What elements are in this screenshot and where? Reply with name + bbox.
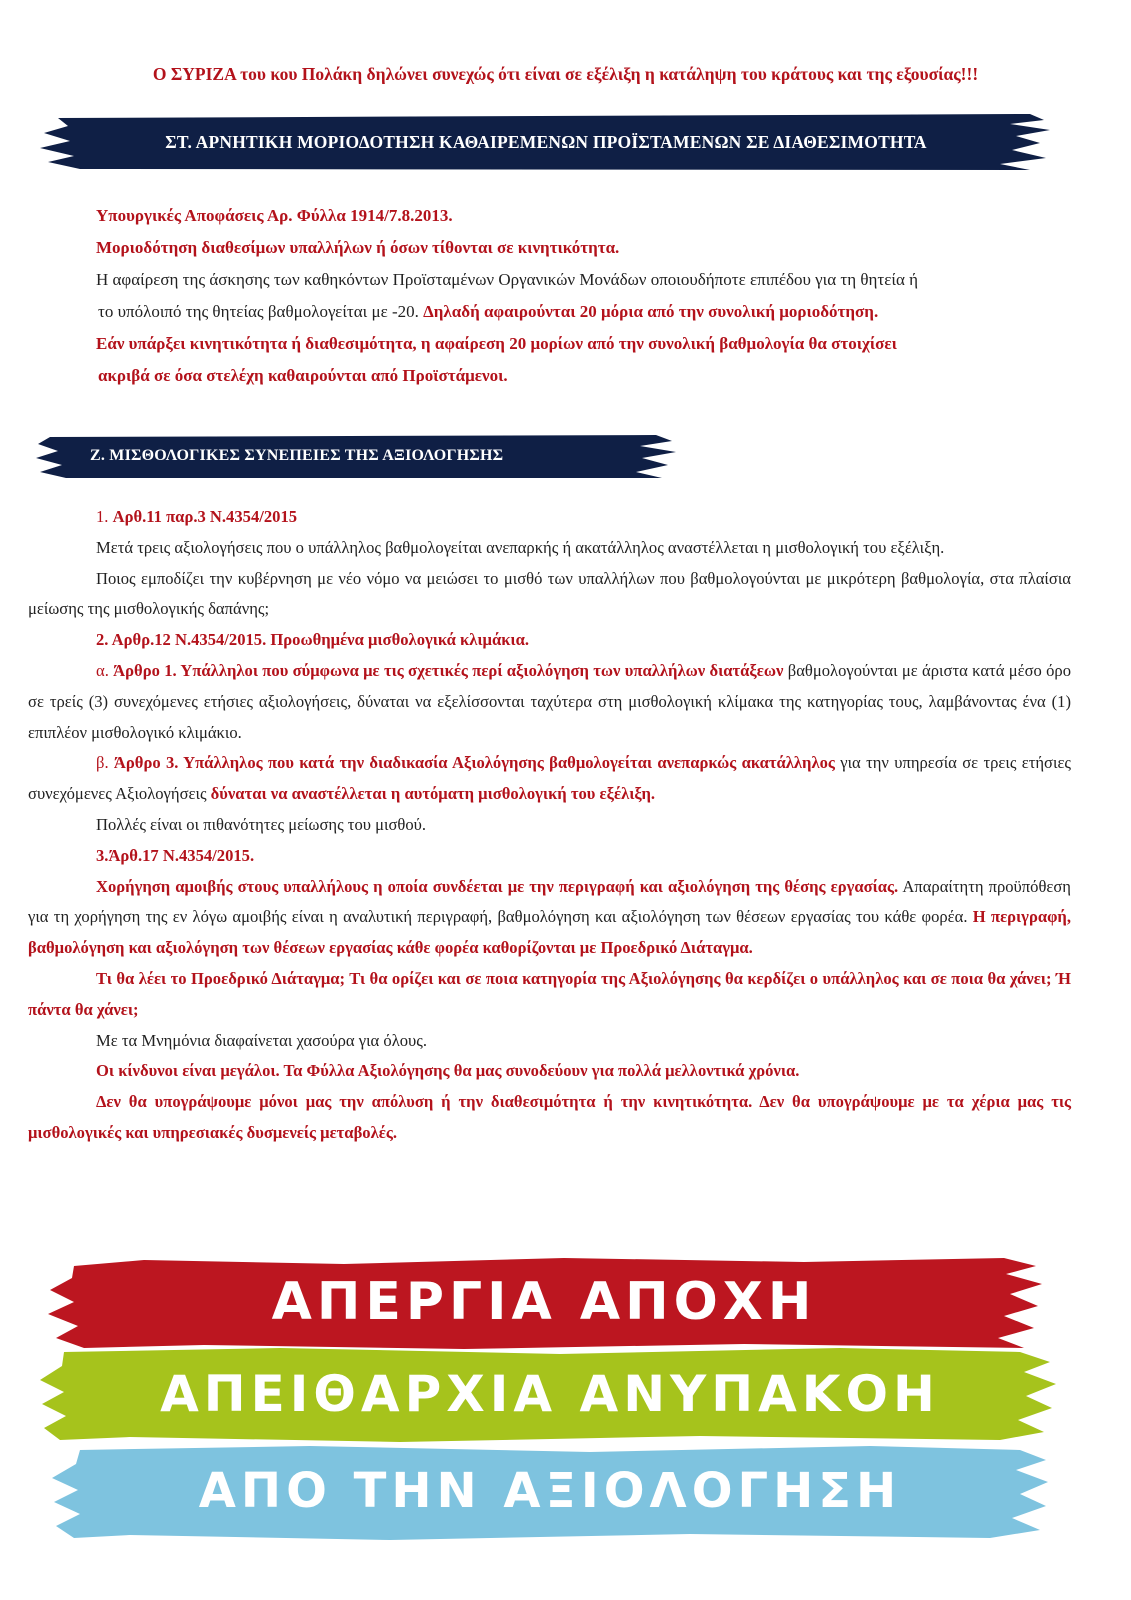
closing-line: Δεν θα υπογράψουμε μόνοι μας την απόλυση ή την διαθεσιμότητα ή την κινητικότητα. Δεν θα υπογράψουμε με τα χέρια μας τις μισθολογικές και υπηρεσιακές δυσμενείς μεταβολές. [28,1092,1071,1142]
mobility-warning: Εάν υπάρξει κινητικότητα ή διαθεσιμότητα, η αφαίρεση 20 μορίων από την συνολική βαθμολογία θα στοιχίσει [96,334,897,353]
item2b-red: Άρθρο 3. Υπάλληλος που κατά την διαδικασία Αξιολόγησης βαθμολογείται ανεπαρκώς ακατάλληλος [113,753,835,773]
section-z-body [28,502,1071,1149]
section-st-banner [40,112,1052,172]
item2b-number: β. [96,753,114,773]
item1-heading [28,502,1071,533]
section-st-heading: ΣΤ. ΑΡΝΗΤΙΚΗ ΜΟΡΙΟΔΟΤΗΣΗ ΚΑΘΑΙΡΕΜΕΝΩΝ ΠΡΟΪΣΤΑΜΕΝΩΝ ΣΕ ΔΙΑΘΕΣΙΜΟΤΗΤΑ [165,131,927,152]
penalty-line [96,296,1086,328]
item2a-plain: βαθμολογούνται με άριστα κατά μέσο όρο σε τρείς (3) συνεχόμενες ετήσιες αξιολογήσεις, δύναται να εξελίσσονται ταχύτερα στη μισθολογική κλίμακα της κατηγορίας τους, λαμβάνοντας ένα (1) επιπλέον μισθολογικό κλιμάκιο. [28,660,1072,742]
section-z-banner [36,432,676,480]
item3-plain: Απαραίτητη προϋπόθεση για τη χορήγηση της εν λόγω αμοιβής είναι η αναλυτική περιγραφή, βαθμολόγηση και αξιολόγηση των θέσεων εργασίας του κάθε φορέα. [28,876,1071,927]
slogan-line-3: ΑΠΟ ΤΗΝ ΑΞΙΟΛΟΓΗΣΗ [198,1463,902,1519]
penalty-plain: το υπόλοιπό της θητείας βαθμολογείται με -20. [98,302,424,321]
dangers-line: Οι κίνδυνοι είναι μεγάλοι. Τα Φύλλα Αξιολόγησης θα μας συνοδεύουν για πολλά μελλοντικά χρόνια. [96,1061,800,1081]
decree-question: Τι θα λέει το Προεδρικό Διάταγμα; Τι θα ορίζει και σε ποια κατηγορία της Αξιολόγησης θα κερδίζει ο υπάλληλος και σε ποια θα χάνει; Ή πάντα θα χάνει; [28,968,1071,1019]
slogan-banner-red [44,1252,1044,1352]
slogan-banner-green [40,1342,1060,1446]
item3-red: Χορήγηση αμοιβής στους υπαλλήλους η οποία συνδέεται με την περιγραφή και αξιολόγηση της θέσης εργασίας. [96,876,899,896]
item1-title: Αρθ.11 παρ.3 Ν.4354/2015 [112,507,298,526]
item3-title: 3.Άρθ.17 Ν.4354/2015. [96,845,255,865]
memorandum-line: Με τα Μνημόνια διαφαίνεται χασούρα για όλους. [96,1030,427,1050]
item2b-red2: δύναται να αναστέλλεται η αυτόματη μισθολογική του εξέλιξη. [210,784,656,804]
item1-question: Ποιος εμποδίζει την κυβέρνηση με νέο νόμο να μειώσει το μισθό των υπαλλήλων που βαθμολογούνται με μικρότερη βαθμολογία, στα πλαίσια μείωσης της μισθολογικής δαπάνης; [28,568,1071,619]
section-st-body [96,200,1086,392]
section-z-heading: Ζ. ΜΙΣΘΟΛΟΓΙΚΕΣ ΣΥΝΕΠΕΙΕΣ ΤΗΣ ΑΞΙΟΛΟΓΗΣΗΣ [90,447,504,464]
item2a-number: α. [96,660,114,680]
item2b [28,748,1071,810]
slogan-line-1: ΑΠΕΡΓΙΑ ΑΠΟΧΗ [271,1272,817,1332]
item2-note: Πολλές είναι οι πιθανότητες μείωσης του μισθού. [96,814,427,834]
slogan-banner-blue [50,1438,1050,1544]
item2a [28,656,1071,748]
top-headline: Ο ΣΥΡΙΖΑ του κου Πολάκη δηλώνει συνεχώς ότι είναι σε εξέλιξη η κατάληψη του κράτους και της εξουσίας!!! [152,64,979,84]
item2-title: 2. Αρθρ.12 Ν.4354/2015. Προωθημένα μισθολογικά κλιμάκια. [96,630,529,650]
scoring-subtitle: Μοριοδότηση διαθεσίμων υπαλλήλων ή όσων τίθονται σε κινητικότητα. [96,238,620,257]
item2a-red: Άρθρο 1. Υπάλληλοι που σύμφωνα με τις σχετικές περί αξιολόγηση των υπαλλήλων διατάξεων [113,660,784,680]
mobility-warning-cont: ακριβά σε όσα στελέχη καθαιρούνται από Προϊστάμενοι. [98,366,508,385]
decision-reference: Υπουργικές Αποφάσεις Αρ. Φύλλα 1914/7.8.2013. [96,206,453,225]
item3-red2: Η περιγραφή, βαθμολόγηση και αξιολόγηση των θέσεων εργασίας κάθε φορέα καθορίζονται με Προεδρικό Διάταγμα. [28,907,1072,958]
removal-text: Η αφαίρεση της άσκησης των καθηκόντων Προϊσταμένων Οργανικών Μονάδων οποιουδήποτε επιπέδου για τη θητεία ή [96,270,919,289]
item2b-plain: για την υπηρεσία σε τρεις ετήσιες συνεχόμενες Αξιολογήσεις [28,753,1071,804]
item3-text [28,872,1071,964]
item1-number: 1. [96,507,113,526]
item1-text: Μετά τρεις αξιολογήσεις που ο υπάλληλος βαθμολογείται ανεπαρκής ή ακατάλληλος αναστέλλεται η μισθολογική του εξέλιξη. [96,537,945,557]
penalty-red: Δηλαδή αφαιρούνται 20 μόρια από την συνολική μοριοδότηση. [423,302,879,321]
slogan-line-2: ΑΠΕΙΘΑΡΧΙΑ ΑΝΥΠΑΚΟΗ [160,1365,940,1423]
